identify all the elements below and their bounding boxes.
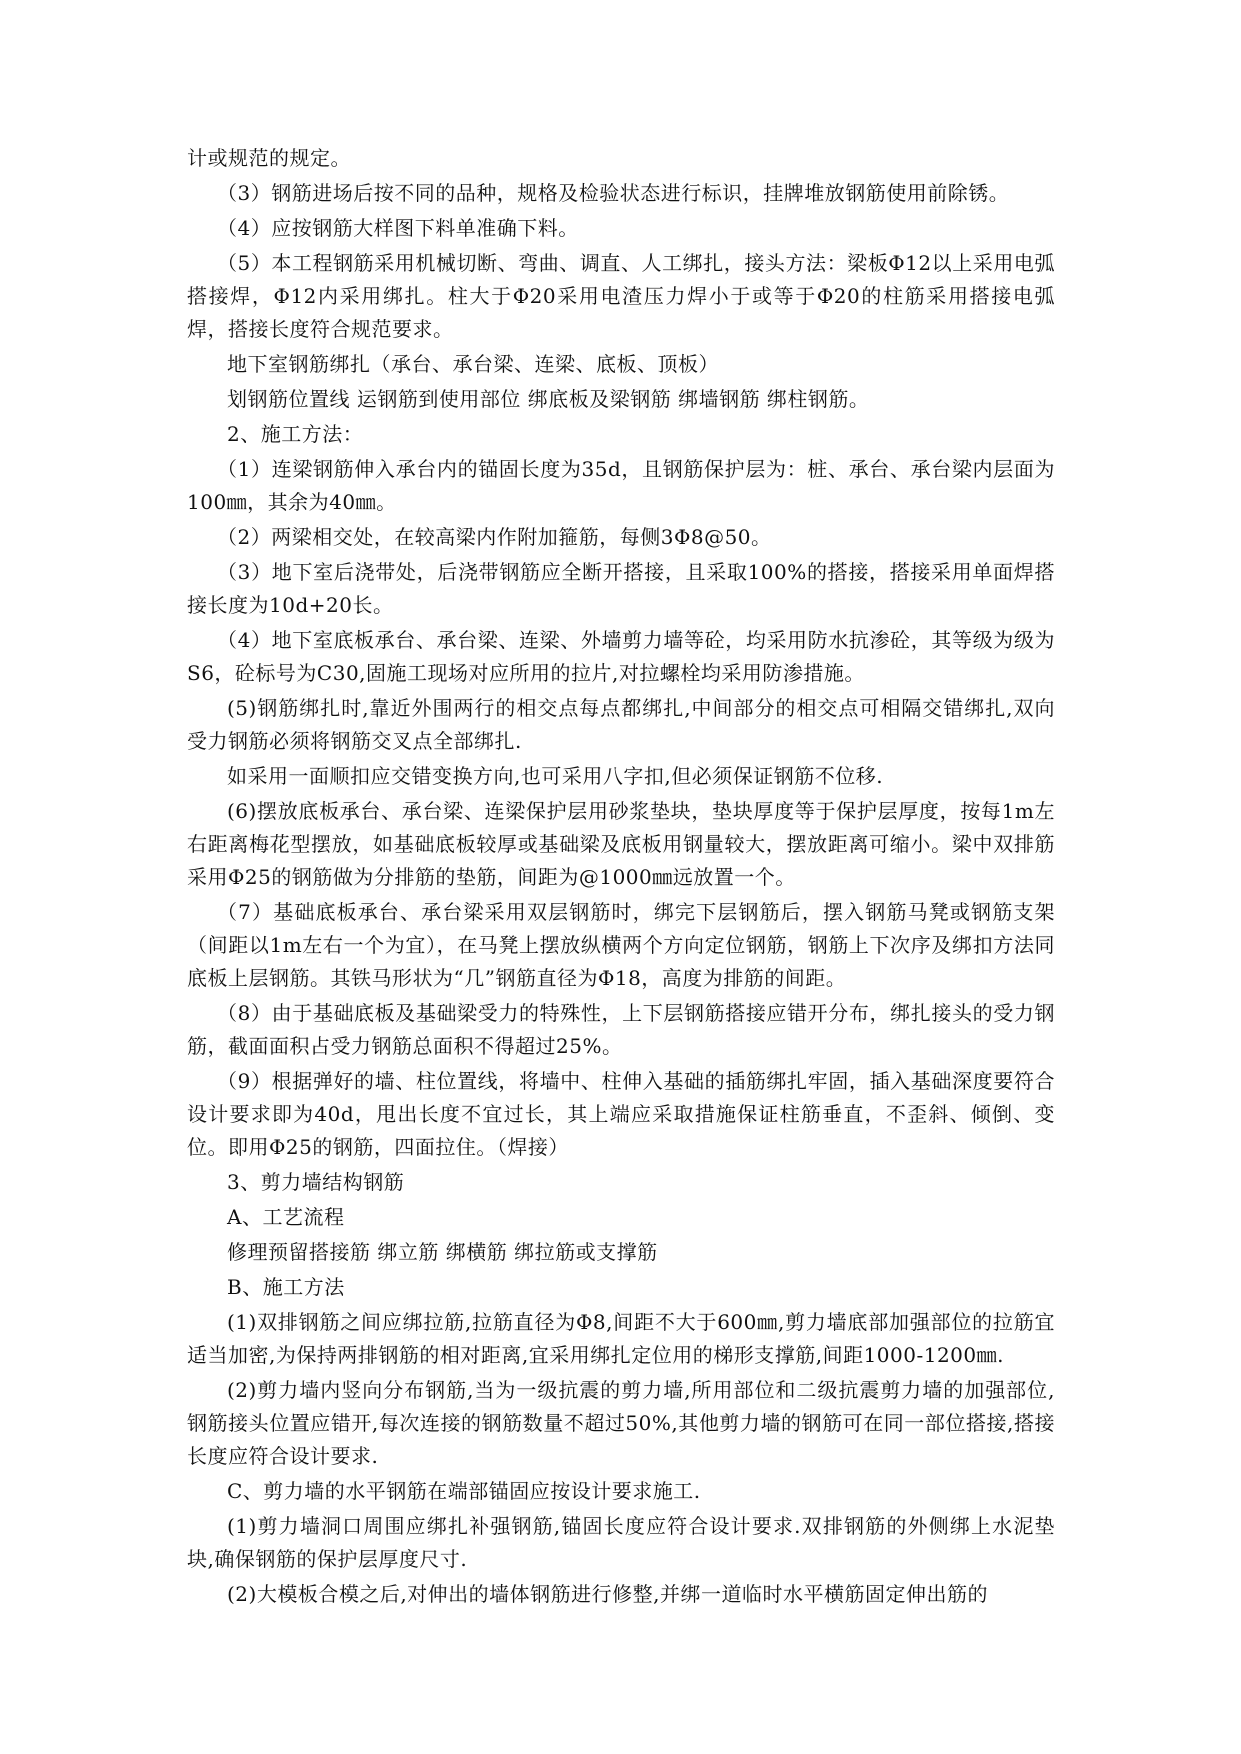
paragraph-method-1: （1）连梁钢筋伸入承台内的锚固长度为35d，且钢筋保护层为：桩、承台、承台梁内层面为100㎜，其余为40㎜。 xyxy=(187,457,1055,514)
document-page xyxy=(187,142,1055,1613)
paragraph-method-2: （2）两梁相交处，在较高梁内作附加箍筋，每侧3Φ8@50。 xyxy=(217,525,772,549)
paragraph-basement-heading: 地下室钢筋绑扎（承台、承台梁、连梁、底板、顶板） xyxy=(227,352,719,376)
paragraph-method-4: （4）地下室底板承台、承台梁、连梁、外墙剪力墙等砼，均采用防水抗渗砼，其等级为级为S6，砼标号为C30,固施工现场对应所用的拉片,对拉螺栓均采用防渗措施。 xyxy=(187,628,1055,685)
paragraph-item-5: （5）本工程钢筋采用机械切断、弯曲、调直、人工绑扎，接头方法：梁板Φ12以上采用电弧搭接焊，Φ12内采用绑扎。柱大于Φ20采用电渣压力焊小于或等于Φ20的柱筋采用搭接电弧焊，搭接长度符合规范要求。 xyxy=(187,251,1055,341)
paragraph-item-3: （3）钢筋进场后按不同的品种，规格及检验状态进行标识，挂牌堆放钢筋使用前除锈。 xyxy=(217,181,1010,205)
paragraph-shear-wall-2: (2)剪力墙内竖向分布钢筋,当为一级抗震的剪力墙,所用部位和二级抗震剪力墙的加强部位,钢筋接头位置应错开,每次连接的钢筋数量不超过50%,其他剪力墙的钢筋可在同一部位搭接,搭接长度应符合设计要求. xyxy=(187,1378,1055,1468)
paragraph-method-6: (6)摆放底板承台、承台梁、连梁保护层用砂浆垫块，垫块厚度等于保护层厚度，按每1m左右距离梅花型摆放，如基础底板较厚或基础梁及底板用钢量较大，摆放距离可缩小。梁中双排筋采用Φ25的钢筋做为分排筋的垫筋，间距为@1000㎜远放置一个。 xyxy=(187,799,1055,889)
paragraph-method-5: (5)钢筋绑扎时,靠近外围两行的相交点每点都绑扎,中间部分的相交点可相隔交错绑扎,双向受力钢筋必须将钢筋交叉点全部绑扎. xyxy=(187,696,1055,753)
paragraph-process-flow: 划钢筋位置线 运钢筋到使用部位 绑底板及梁钢筋 绑墙钢筋 绑柱钢筋。 xyxy=(227,387,870,411)
subheading-process-flow: A、工艺流程 xyxy=(227,1205,345,1229)
subheading-horizontal-rebar: C、剪力墙的水平钢筋在端部锚固应按设计要求施工. xyxy=(227,1479,701,1503)
paragraph-shear-wall-flow: 修理预留搭接筋 绑立筋 绑横筋 绑拉筋或支撑筋 xyxy=(227,1240,658,1264)
paragraph-method-8: （8）由于基础底板及基础梁受力的特殊性，上下层钢筋搭接应错开分布，绑扎接头的受力钢筋，截面面积占受力钢筋总面积不得超过25%。 xyxy=(187,1001,1055,1058)
paragraph-method-9: （9）根据弹好的墙、柱位置线，将墙中、柱伸入基础的插筋绑扎牢固，插入基础深度要符合设计要求即为40d，甩出长度不宜过长，其上端应采取措施保证柱筋垂直，不歪斜、倾倒、变位。即用Φ25的钢筋，四面拉住。（焊接） xyxy=(187,1069,1055,1159)
section-heading-shear-wall: 3、剪力墙结构钢筋 xyxy=(227,1170,405,1194)
paragraph-method-7: （7）基础底板承台、承台梁采用双层钢筋时，绑完下层钢筋后，摆入钢筋马凳或钢筋支架（间距以1m左右一个为宜），在马凳上摆放纵横两个方向定位钢筋，钢筋上下次序及绑扣方法同底板上层钢筋。其铁马形状为“几”钢筋直径为Φ18，高度为排筋的间距。 xyxy=(187,900,1055,990)
paragraph-formwork: (2)大模板合模之后,对伸出的墙体钢筋进行修整,并绑一道临时水平横筋固定伸出筋的 xyxy=(227,1582,989,1606)
subheading-construction-method: B、施工方法 xyxy=(227,1275,345,1299)
paragraph-item-4: （4）应按钢筋大样图下料单准确下料。 xyxy=(217,216,579,240)
paragraph-method-3: （3）地下室后浇带处，后浇带钢筋应全断开搭接，且采取100%的搭接，搭接采用单面焊搭接长度为10d+20长。 xyxy=(187,560,1055,617)
paragraph-opening-rebar: (1)剪力墙洞口周围应绑扎补强钢筋,锚固长度应符合设计要求.双排钢筋的外侧绑上水泥垫块,确保钢筋的保护层厚度尺寸. xyxy=(187,1514,1055,1571)
paragraph-shear-wall-1: (1)双排钢筋之间应绑拉筋,拉筋直径为Φ8,间距不大于600㎜,剪力墙底部加强部位的拉筋宜适当加密,为保持两排钢筋的相对距离,宜采用绑扎定位用的梯形支撑筋,间距1000-1200㎜. xyxy=(187,1310,1055,1367)
paragraph-method-5-note: 如采用一面顺扣应交错变换方向,也可采用八字扣,但必须保证钢筋不位移. xyxy=(227,764,884,788)
paragraph-continuation: 计或规范的规定。 xyxy=(187,146,351,170)
section-heading-construction-method: 2、施工方法： xyxy=(227,422,364,446)
